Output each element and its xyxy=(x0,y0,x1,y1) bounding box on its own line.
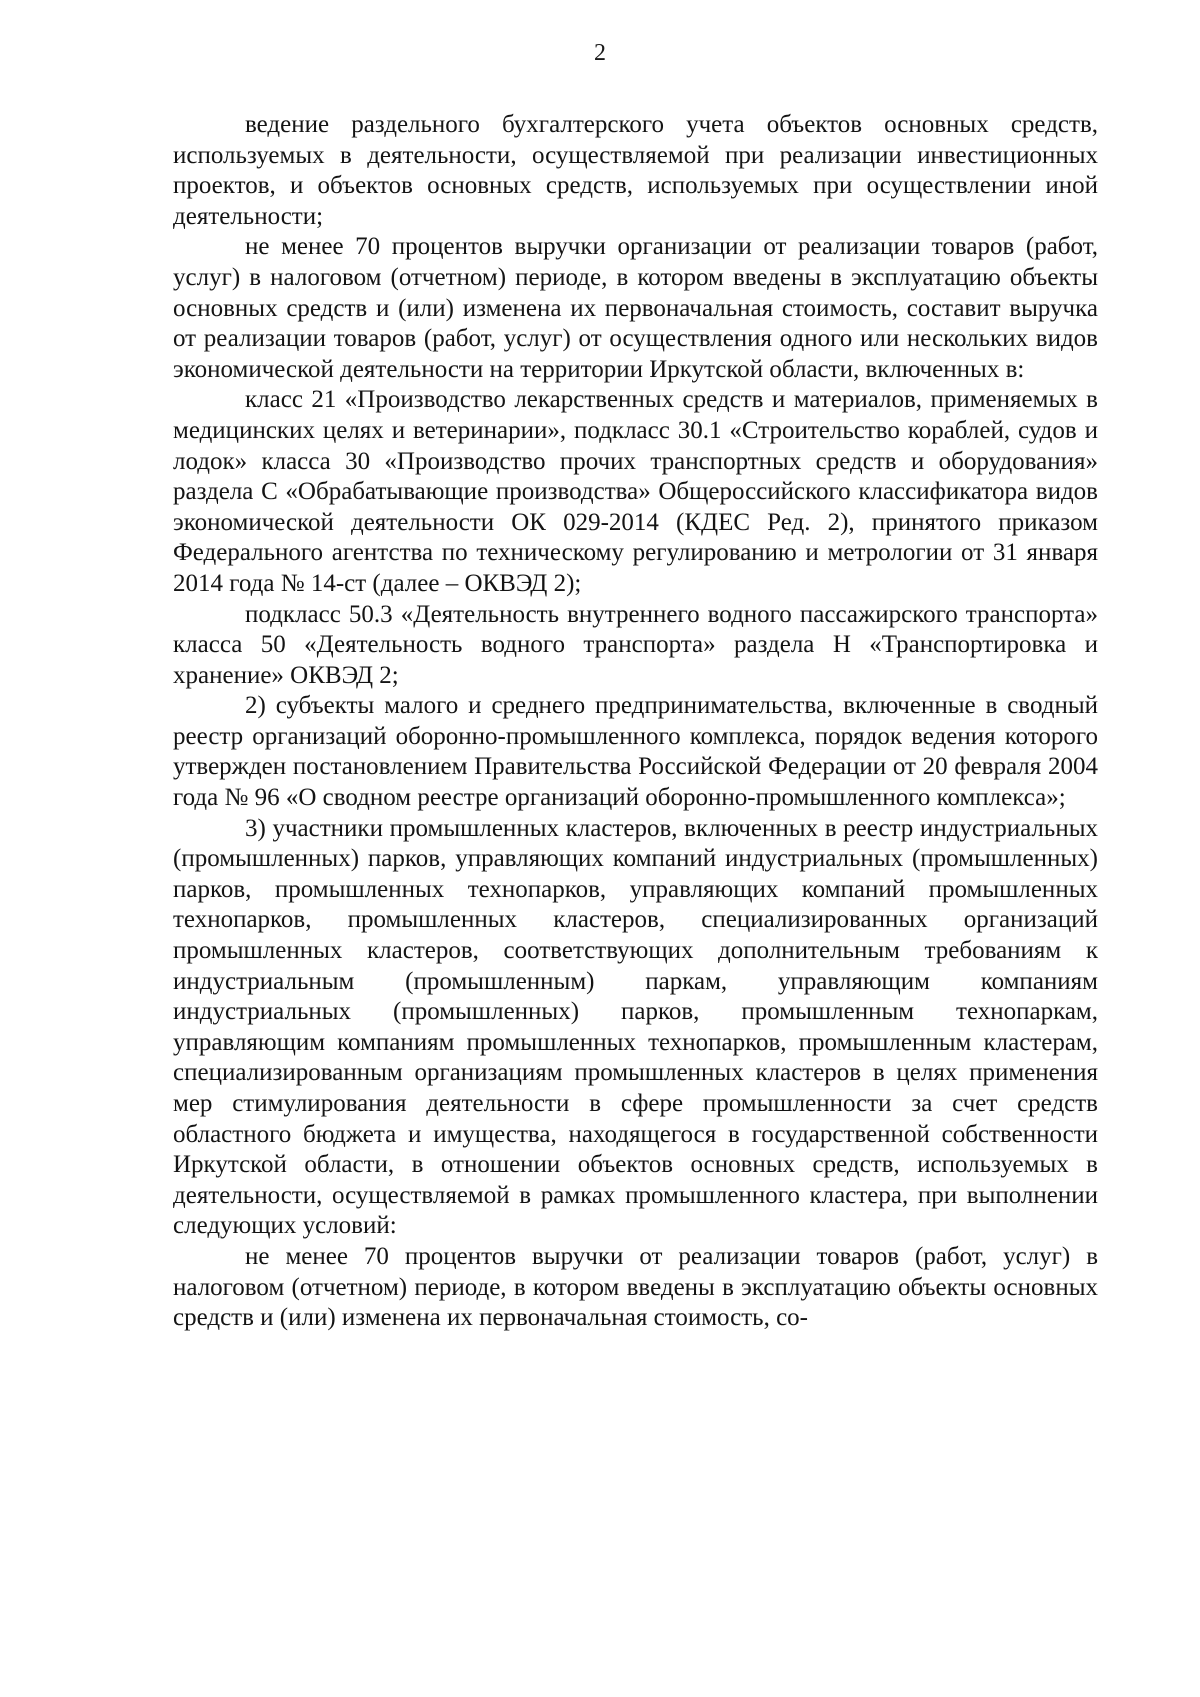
paragraph-separate-accounting: ведение раздельного бухгалтерского учета объектов основных средств, используемых в деятельности, осуществляемой при реализации инвестиционных проектов, и объектов основных средств, используемых при осуществлении иной деятельности; xyxy=(173,111,1098,230)
paragraph-revenue-condition: не менее 70 процентов выручки организации от реализации товаров (работ, услуг) в налоговом (отчетном) периоде, в котором введены в эксплуатацию объекты основных средств и (или) изменена их первоначальная стоимость, составит выручка от реализации товаров (работ, услуг) от осуществления одного или нескольких видов экономической деятельности на территории Иркутской области, включенных в: xyxy=(173,233,1098,383)
page-number: 2 xyxy=(594,40,606,66)
paragraph-subclass-50-3: подкласс 50.3 «Деятельность внутреннего водного пассажирского транспорта» класса 50 «Деятельность водного транспорта» раздела Н «Транспортировка и хранение» ОКВЭД 2; xyxy=(173,600,1098,689)
paragraph-revenue-condition-cluster: не менее 70 процентов выручки от реализации товаров (работ, услуг) в налоговом (отчетном) периоде, в котором введены в эксплуатацию объекты основных средств и (или) изменена их первоначальная стоимость, со- xyxy=(173,1242,1098,1332)
paragraph-class-21: класс 21 «Производство лекарственных средств и материалов, применяемых в медицинских целях и ветеринарии», подкласс 30.1 «Строительство кораблей, судов и лодок» класса 30 «Производство прочих транспортных средств и оборудования» раздела С «Обрабатывающие производства» Общероссийского классификатора видов экономической деятельности ОК 029-2014 (КДЕС Ред. 2), принятого приказом Федерального агентства по техническому регулированию и метрологии от 31 января 2014 года № 14-ст (далее – ОКВЭД 2); xyxy=(173,386,1098,597)
paragraph-item-3: 3) участники промышленных кластеров, включенных в реестр индустриальных (промышленных) парков, управляющих компаний индустриальных (промышленных) парков, промышленных технопарков, управляющих компаний промышленных технопарков, промышленных кластеров, специализированных организаций промышленных кластеров, соответствующих дополнительным требованиям к индустриальным (промышленным) паркам, управляющим компаниям индустриальных (промышленных) парков, промышленным технопаркам, управляющим компаниям промышленных технопарков, промышленным кластерам, специализированным организациям промышленных кластеров в целях применения мер стимулирования деятельности в сфере промышленности за счет средств областного бюджета и имущества, находящегося в государственной собственности Иркутской области, в отношении объектов основных средств, используемых в деятельности, осуществляемой в рамках промышленного кластера, при выполнении следующих условий: xyxy=(173,814,1098,1240)
paragraph-item-2: 2) субъекты малого и среднего предпринимательства, включенные в сводный реестр организаций оборонно-промышленного комплекса, порядок ведения которого утвержден постановлением Правительства Российской Федерации от 20 февраля 2004 года № 96 «О сводном реестре организаций оборонно-промышленного комплекса»; xyxy=(173,692,1098,812)
document-body xyxy=(173,110,1098,1334)
